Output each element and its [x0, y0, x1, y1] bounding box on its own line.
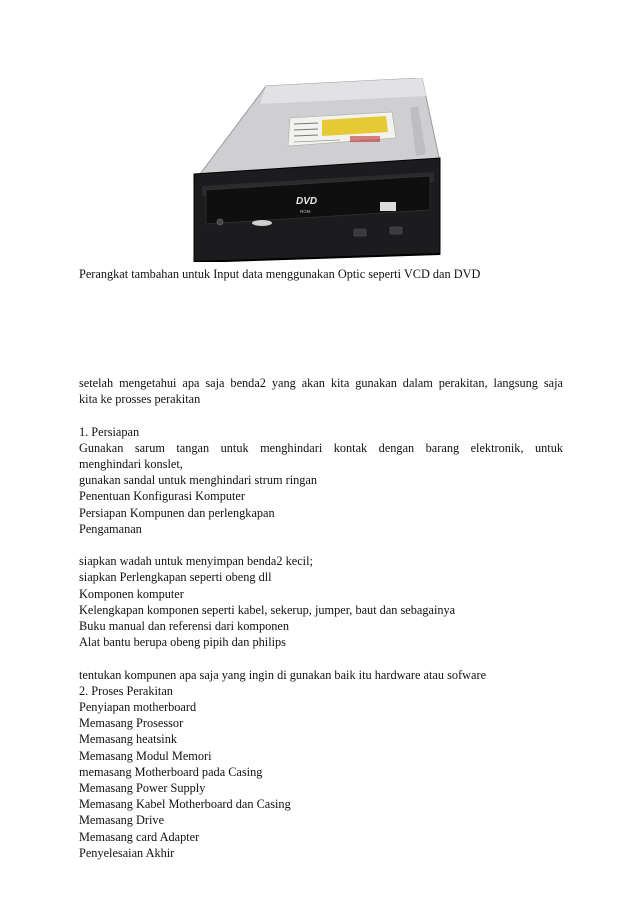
section-1-line: Gunakan sarum tangan untuk menghindari kontak dengan barang elektronik, untuk: [79, 440, 563, 455]
play-button: [354, 229, 366, 236]
section-1-line: Pengamanan: [79, 521, 142, 536]
section-1-title: 1. Persiapan: [79, 424, 140, 439]
assembly-step: Memasang Power Supply: [79, 781, 206, 796]
document-body: [79, 375, 563, 861]
intro-line-1: setelah mengetahui apa saja benda2 yang akan kita gunakan dalam perakitan, langsung saja: [79, 376, 563, 390]
section-1-line: siapkan Perlengkapan seperti obeng dll: [79, 570, 272, 585]
drive-label-sticker: [288, 112, 396, 146]
section-1-line: gunakan sandal untuk menghindari strum ringan: [79, 473, 318, 488]
section-2-title: 2. Proses Perakitan: [79, 683, 173, 698]
volume-knob: [252, 220, 272, 226]
section-1-line: Buku manual dan referensi dari komponen: [79, 619, 290, 634]
assembly-step: Memasang card Adapter: [79, 829, 200, 844]
section-1-line: Penentuan Konfigurasi Komputer: [79, 489, 245, 504]
section-1-line: Persiapan Kompunen dan perlengkapan: [79, 505, 275, 520]
section-1-line: Alat bantu berupa obeng pipih dan philips: [79, 635, 286, 650]
section-1-line: Kelengkapan komponen seperti kabel, sekerup, jumper, baut dan sebagainya: [79, 602, 456, 617]
assembly-step: Memasang Modul Memori: [79, 748, 212, 763]
dvd-drive-icon: [190, 78, 444, 262]
disc-badge: [380, 202, 396, 211]
figure-caption: Perangkat tambahan untuk Input data menggunakan Optic seperti VCD dan DVD: [79, 267, 481, 281]
assembly-step: Memasang Prosessor: [79, 716, 184, 731]
assembly-step: memasang Motherboard pada Casing: [79, 764, 263, 779]
assembly-step: Memasang Drive: [79, 813, 165, 828]
assembly-step: Memasang Kabel Motherboard dan Casing: [79, 797, 291, 812]
section-1-line: siapkan wadah untuk menyimpan benda2 kecil;: [79, 554, 313, 569]
section-1-line: tentukan kompunen apa saja yang ingin di gunakan baik itu hardware atau sofware: [79, 667, 487, 682]
svg-text:ROM: ROM: [300, 209, 311, 214]
svg-text:DVD: DVD: [296, 196, 318, 207]
assembly-step: Penyiapan motherboard: [79, 700, 197, 715]
assembly-step: Penyelesaian Akhir: [79, 845, 175, 860]
headphone-jack-icon: [217, 219, 223, 225]
assembly-step: Memasang heatsink: [79, 732, 178, 747]
intro-line-2: kita ke prosses perakitan: [79, 392, 201, 407]
section-1-line: Komponen komputer: [79, 586, 184, 601]
eject-button: [390, 227, 402, 234]
section-1-line: menghindari konslet,: [79, 457, 183, 471]
